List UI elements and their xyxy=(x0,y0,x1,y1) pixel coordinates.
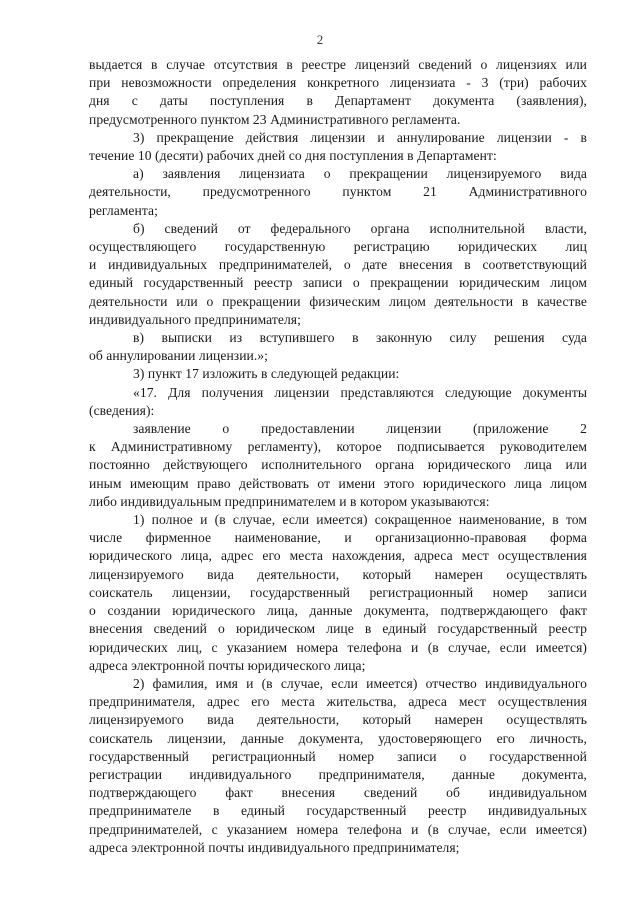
text-line: соискатель лицензии, государственный регистрационный номер записи xyxy=(89,584,587,600)
text-line: 2) фамилия, имя и (в случае, если имеется) отчество индивидуального xyxy=(133,675,587,691)
text-line: и индивидуальных предпринимателей, о дате внесения в соответствующий xyxy=(89,257,587,273)
text-line: деятельности, предусмотренного пунктом 21 Административного xyxy=(89,184,587,200)
text-line: об аннулировании лицензии.»; xyxy=(89,348,268,364)
text-line: единый государственный реестр записи о прекращении юридическим лицом xyxy=(89,275,587,291)
text-line: юридических лиц, с указанием номера телефона и (в случае, если имеется) xyxy=(89,639,587,655)
text-line: «17. Для получения лицензии представляются следующие документы xyxy=(133,384,587,400)
text-line: при невозможности определения конкретного лицензиата - 3 (три) рабочих xyxy=(89,75,587,91)
text-line: соискатель лицензии, данные документа, удостоверяющего его личность, xyxy=(89,730,587,746)
text-line: выдается в случае отсутствия в реестре лицензий сведений о лицензиях или xyxy=(89,57,587,72)
text-line: лицензируемого вида деятельности, который намерен осуществлять xyxy=(89,712,587,728)
text-line: 1) полное и (в случае, если имеется) сокращенное наименование, в том xyxy=(133,512,587,528)
text-line: адреса электронной почты индивидуального предпринимателя; xyxy=(89,839,460,855)
text-line: внесения сведений о юридическом лице в единый государственный реестр xyxy=(89,621,587,637)
text-line: подтверждающего факт внесения сведений об индивидуальном xyxy=(89,785,587,801)
text-line: регистрации индивидуального предпринимателя, данные документа, xyxy=(89,766,587,782)
text-line: б) сведений от федерального органа исполнительной власти, xyxy=(133,220,587,236)
text-line: деятельности или о прекращении физическим лицом деятельности в качестве xyxy=(89,293,587,309)
text-line: лицензируемого вида деятельности, который намерен осуществлять xyxy=(89,566,587,582)
text-line: заявление о предоставлении лицензии (приложение 2 xyxy=(133,421,587,437)
text-line: о создании юридического лица, данные документа, подтверждающего факт xyxy=(89,603,587,619)
text-line: 3) пункт 17 изложить в следующей редакции: xyxy=(133,366,400,382)
text-line: осуществляющего государственную регистрацию юридических лиц xyxy=(89,239,587,255)
text-line: течение 10 (десяти) рабочих дней со дня поступления в Департамент: xyxy=(89,148,497,164)
text-line: в) выписки из вступившего в законную силу решения суда xyxy=(133,330,587,346)
page-number: 2 xyxy=(316,32,324,47)
text-line: регламента; xyxy=(89,202,158,218)
text-line: адреса электронной почты юридического лица; xyxy=(89,657,366,673)
text-line: постоянно действующего исполнительного органа юридического лица или xyxy=(89,457,587,473)
text-line: предпринимателей, с указанием номера телефона и (в случае, если имеется) xyxy=(89,821,587,837)
text-line: предусмотренного пунктом 23 Административного регламента. xyxy=(89,111,461,127)
text-line: числе фирменное наименование, и организационно-правовая форма xyxy=(89,530,587,546)
text-line: либо индивидуальным предпринимателем и в котором указываются: xyxy=(89,493,490,509)
text-line: предпринимателе в единый государственный реестр индивидуальных xyxy=(89,803,587,819)
text-line: дня с даты поступления в Департамент документа (заявления), xyxy=(89,93,587,109)
text-line: (сведения): xyxy=(89,402,155,418)
text-line: государственный регистрационный номер записи о государственной xyxy=(89,748,587,764)
text-line: иным имеющим право действовать от имени этого юридического лица лицом xyxy=(89,475,587,491)
document-body xyxy=(89,56,587,857)
text-line: к Административному регламенту), которое подписывается руководителем xyxy=(89,439,587,455)
text-line: предпринимателя, адрес его места жительства, адреса мест осуществления xyxy=(89,694,587,710)
text-line: 3) прекращение действия лицензии и аннулирование лицензии - в xyxy=(133,129,587,145)
text-line: а) заявления лицензиата о прекращении лицензируемого вида xyxy=(133,166,587,182)
text-line: юридического лица, адрес его места нахождения, адреса мест осуществления xyxy=(89,548,587,564)
text-line: индивидуального предпринимателя; xyxy=(89,311,301,327)
